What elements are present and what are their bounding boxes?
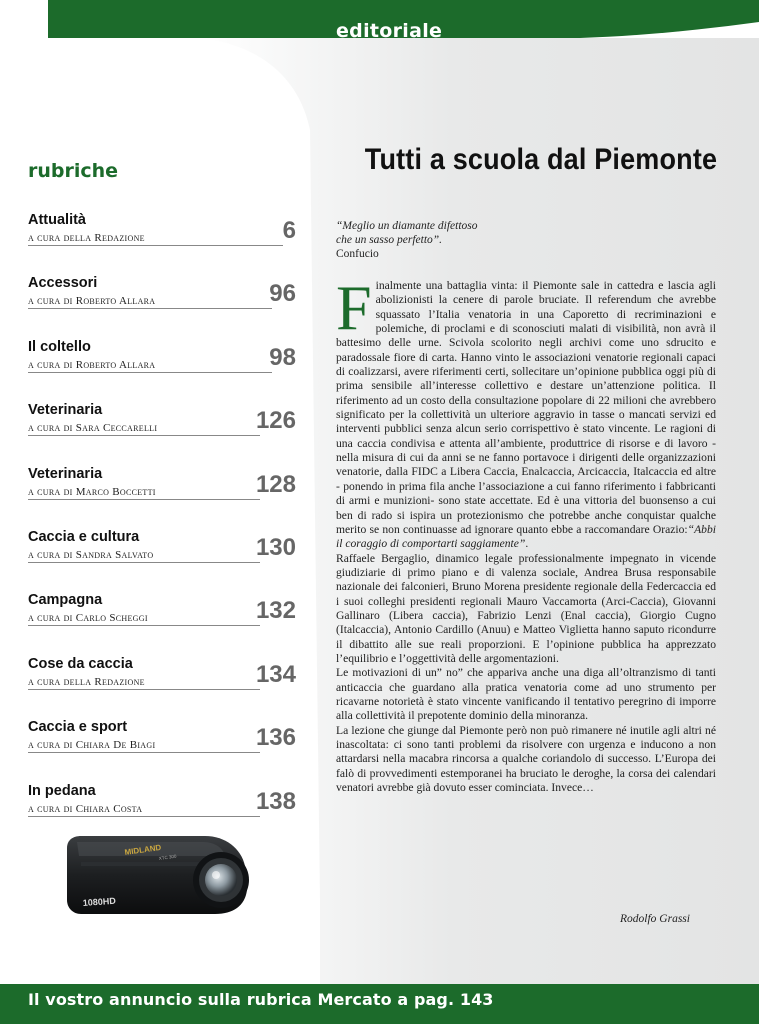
toc-page-number: 138 (255, 787, 296, 815)
toc-author: a cura di Sara Ceccarelli (28, 422, 158, 435)
toc-author: a cura della Redazione (28, 232, 145, 244)
toc-rule (28, 308, 272, 309)
toc-item[interactable] (28, 529, 298, 592)
article-paragraph (336, 272, 716, 552)
toc-rule (28, 435, 260, 436)
toc-category: Attualità (28, 212, 86, 228)
article-body (336, 272, 716, 795)
toc-rule (28, 689, 260, 690)
toc-rule (28, 752, 260, 753)
toc-category: Il coltello (28, 338, 91, 355)
epigraph-quote (336, 219, 636, 261)
toc-rule (28, 562, 260, 563)
article-paragraph: La lezione che giunge dal Piemonte però non può rimanere né inutile agli altri né inascoltata: ci sono tanti problemi da risolvere con urgenza e inducono a non attardarsi nella macabra rincorsa a qualche coriandolo di successo. L’Europa dei falò di provvedimenti estemporanei ha bruciato le deroghe, la corsa dei calendari venatori avrebbe già dovuto esser cominciata. Invece… (336, 723, 716, 795)
toc-author: a cura di Roberto Allara (28, 295, 156, 308)
toc-page-number: 132 (255, 597, 296, 625)
toc-item[interactable] (28, 212, 298, 275)
quote-author: Confucio (336, 248, 379, 260)
toc-author: a cura della Redazione (28, 675, 145, 688)
toc-rule (28, 625, 260, 626)
toc-item[interactable] (28, 275, 298, 338)
toc-page-number: 136 (255, 724, 296, 752)
toc-item[interactable] (28, 466, 298, 529)
toc-rule (28, 499, 260, 500)
toc-author: a cura di Chiara Costa (28, 802, 143, 815)
toc-page-number: 130 (255, 533, 296, 561)
toc-author: a cura di Carlo Scheggi (28, 612, 148, 625)
toc-page-number: 96 (269, 280, 296, 308)
toc-item[interactable] (28, 656, 298, 719)
sidebar-title: rubriche (28, 160, 119, 182)
camera-model-label: XTC 300 (158, 853, 177, 861)
article-paragraph: Raffaele Bergaglio, dinamico legale professionalmente impegnato in vicende giudiziarie di primo piano e di valenza sociale, Andrea Brusa responsabile nazionale dei falconieri, Bruno Morena presidente regionale della Federcaccia ed i suoi colleghi presidenti regionali Mauro Vaccamorta (Arci-Caccia), Giovanni Gallinaro (Libera caccia), Fabrizio Lenzi (Enal caccia), Giorgio Cugno (Italcaccia), Antonio Cardillo (Anuu) e Matteo Viglietta hanno saputo ricondurre il dibattito alle sue reali proporzioni. E l’opinione pubblica ha apprezzato l’equilibrio e l’oggettività delle argomentazioni. (336, 551, 716, 665)
toc-item[interactable] (28, 402, 298, 465)
toc-page-number: 126 (255, 407, 296, 435)
toc-item[interactable] (28, 339, 298, 402)
toc-page-number: 128 (255, 470, 296, 498)
toc-page-number: 134 (255, 660, 296, 688)
toc-category: Veterinaria (28, 465, 103, 482)
toc-item[interactable] (28, 719, 298, 782)
toc-author: a cura di Marco Boccetti (28, 485, 156, 498)
quote-line: “Meglio un diamante difettoso (336, 220, 478, 232)
action-camera-image (55, 828, 255, 924)
camera-hd-badge: 1080HD (82, 895, 117, 908)
toc-author: a cura di Sandra Salvato (28, 548, 154, 561)
toc-category: Veterinaria (28, 402, 103, 419)
toc-rule (28, 372, 272, 373)
toc-author: a cura di Roberto Allara (28, 358, 156, 371)
toc-category: Caccia e cultura (28, 528, 140, 545)
toc-item[interactable] (28, 592, 298, 655)
toc-list (28, 212, 298, 846)
toc-author: a cura di Chiara De Biagi (28, 739, 156, 752)
quote-line: che un sasso perfetto”. (336, 234, 443, 246)
toc-category: Campagna (28, 592, 103, 609)
paragraph-end: . (525, 537, 529, 551)
drop-cap: F (336, 272, 372, 343)
article-title: Tutti a scuola dal Piemonte (364, 143, 718, 176)
paragraph-emphasis: “Abbi il coraggio di comportarti saggiamente” (336, 522, 716, 551)
toc-page-number: 6 (282, 217, 296, 244)
toc-category: Caccia e sport (28, 719, 128, 736)
paragraph-text: inalmente una battaglia vinta: il Piemonte sale in cattedra e lascia agli abolizionisti la cenere di parole bruciate. Il referendum che avrebbe squassato l’Italia venatoria in una Caporetto di recriminazioni e polemiche, di proclami e di sconosciuti malati di visibilità, non avrà il battesimo delle urne. Scivola scolorito negli archivi come uno sdrucito e paradossale fiore di carta. Hanno vinto le associazioni venatorie regionali capaci di coalizzarsi, avere riferimenti certi, sollecitare un’opinione pubblica oggi più di prima sensibile all’interesse collettivo e destare un’attenzione politica. Il riferimento ad un costo della consultazione popolare di 22 milioni che avrebbero significato per la collettività un ulteriore aggravio in tasse o mancati servizi ed interventi pubblici senza alcun serio corrispettivo è stato vincente. Le ragioni di una caccia condivisa e attenta all’ambiente, produttrice di risorse e di lavoro - nella misura di cui da anni se ne fanno portavoce i dirigenti delle organizzazioni venatorie, dalla FIDC a Libera Caccia, Enalcaccia, Arcicaccia, Italcaccia ed altre - ponendo in prima fila anche l’associazione a cui fanno riferimento i fabbricanti di armi e munizioni- sono state accettate. Ed è una vittoria del buonsenso a cui ben di rado si ispira un protezionismo che potrebbe anche conquistar qualche merito se non continuasse ad ignorare quanto ebbe a raccomandare Orazio: (336, 279, 716, 536)
toc-category: Cose da caccia (28, 655, 133, 672)
toc-rule (28, 816, 260, 817)
author-signature: Rodolfo Grassi (620, 913, 690, 925)
camera-brand-label: MIDLAND (124, 842, 162, 857)
toc-page-number: 98 (269, 343, 296, 371)
toc-category: Accessori (28, 275, 98, 292)
toc-rule (28, 245, 283, 246)
footer-ad-text[interactable]: Il vostro annuncio sulla rubrica Mercato a pag. 143 (28, 990, 494, 1009)
section-label: editoriale (336, 20, 443, 42)
toc-category: In pedana (28, 782, 96, 799)
article-paragraph: Le motivazioni di un” no” che appariva anche una diga all’oltranzismo di tanti anticaccia che guardano alla pratica venatoria come ad uno strumento per ricavarne notorietà è stato vincente vanificando il tentativo peregrino di imporre alla collettività il prepotente dominio della minoranza. (336, 666, 716, 723)
